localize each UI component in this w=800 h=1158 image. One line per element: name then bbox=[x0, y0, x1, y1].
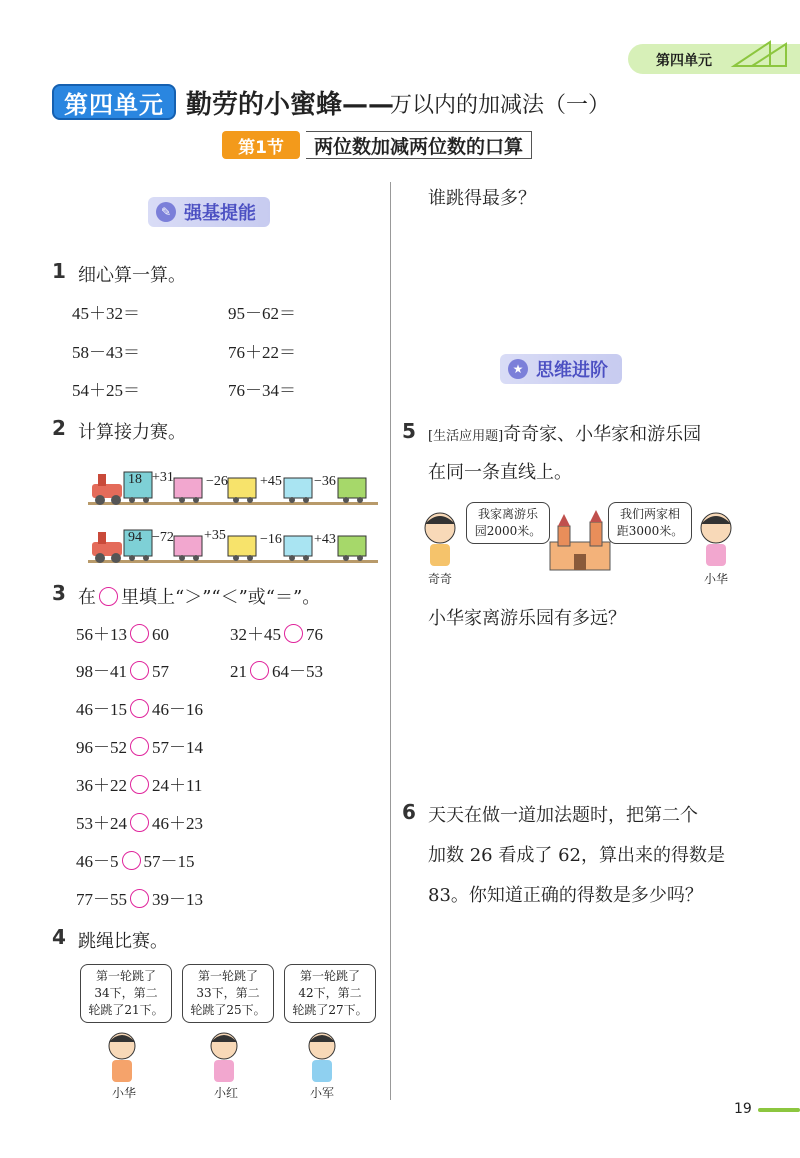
kid-icon bbox=[109, 1033, 135, 1082]
q1-expr: 76－34＝ bbox=[228, 381, 296, 400]
kid-icon bbox=[701, 513, 731, 566]
kid-name: 奇奇 bbox=[428, 572, 453, 586]
blank-circle[interactable] bbox=[122, 851, 141, 870]
blank-circle[interactable] bbox=[130, 699, 149, 718]
blank-circle[interactable] bbox=[284, 624, 303, 643]
kid-name: 小军 bbox=[310, 1086, 335, 1100]
q5-line1: [生活应用题]奇奇家、小华家和游乐园 bbox=[428, 424, 702, 445]
q3-row: 46－5 57－15 bbox=[76, 852, 195, 871]
locomotive-icon bbox=[92, 532, 122, 563]
q6-line3: 83。你知道正确的得数是多少吗？ bbox=[428, 885, 703, 906]
q1-expr: 58－43＝ bbox=[72, 343, 140, 362]
train-op: −26 bbox=[206, 474, 228, 489]
q1-expr: 54＋25＝ bbox=[72, 381, 140, 400]
kid-name: 小华 bbox=[112, 1086, 137, 1100]
q4-question: 谁跳得最多？ bbox=[428, 188, 536, 209]
page-number-bar bbox=[758, 1108, 800, 1112]
train-start: 18 bbox=[128, 472, 142, 487]
speech-bubble: 我们两家相 距3000米。 bbox=[608, 502, 692, 544]
q3-number: 3 bbox=[52, 581, 66, 605]
kid-name: 小华 bbox=[704, 572, 729, 586]
q3-row: 21 64－53 bbox=[230, 662, 323, 681]
ruler-icon bbox=[730, 40, 790, 70]
q6-line1: 天天在做一道加法题时，把第二个 bbox=[428, 805, 698, 826]
blank-circle[interactable] bbox=[130, 889, 149, 908]
q1-expr: 95－62＝ bbox=[228, 304, 296, 323]
train-op: −36 bbox=[314, 474, 336, 489]
page-subtitle: 万以内的加减法（一） bbox=[390, 93, 611, 118]
locomotive-icon bbox=[92, 474, 122, 505]
train-op: +45 bbox=[260, 474, 282, 489]
section-title: 两位数加减两位数的口算 bbox=[306, 131, 532, 159]
q2-number: 2 bbox=[52, 416, 66, 440]
pencil-icon: ✎ bbox=[156, 202, 176, 222]
train-op: −72 bbox=[152, 530, 174, 545]
q4-text: 跳绳比赛。 bbox=[78, 931, 168, 952]
q3-row: 77－55 39－13 bbox=[76, 890, 203, 909]
q1-number: 1 bbox=[52, 259, 66, 283]
q5-line2: 在同一条直线上。 bbox=[428, 462, 572, 483]
kid-icon bbox=[211, 1033, 237, 1082]
column-divider bbox=[390, 182, 391, 1100]
speech-bubble: 第一轮跳了 34下，第二 轮跳了21下。 bbox=[80, 964, 172, 1023]
q2-text: 计算接力赛。 bbox=[78, 422, 186, 443]
train-op: +43 bbox=[314, 532, 336, 547]
train-op: +35 bbox=[204, 528, 226, 543]
q3-row: 98－41 57 bbox=[76, 662, 169, 681]
page-number: 19 bbox=[734, 1101, 752, 1117]
blank-circle[interactable] bbox=[130, 775, 149, 794]
pill-advanced: ★ 思维进阶 bbox=[500, 354, 622, 384]
q3-row: 46－15 46－16 bbox=[76, 700, 203, 719]
blank-circle[interactable] bbox=[130, 661, 149, 680]
q5-question: 小华家离游乐园有多远？ bbox=[428, 608, 626, 629]
speech-bubble: 我家离游乐 园2000米。 bbox=[466, 502, 550, 544]
speech-bubble: 第一轮跳了 33下，第二 轮跳了25下。 bbox=[182, 964, 274, 1023]
q1-expr: 76＋22＝ bbox=[228, 343, 296, 362]
train-start: 94 bbox=[128, 530, 142, 545]
pill-basic: ✎ 强基提能 bbox=[148, 197, 270, 227]
unit-tab-label: 第四单元 bbox=[656, 53, 712, 69]
castle-icon bbox=[550, 510, 610, 570]
q3-row: 36＋22 24＋11 bbox=[76, 776, 203, 795]
q3-row: 32＋45 76 bbox=[230, 625, 323, 644]
speech-bubble: 第一轮跳了 42下，第二 轮跳了27下。 bbox=[284, 964, 376, 1023]
blank-circle[interactable] bbox=[130, 813, 149, 832]
blank-circle[interactable] bbox=[99, 587, 118, 606]
blank-circle[interactable] bbox=[130, 737, 149, 756]
q3-text: 在 里填上“＞”“＜”或“＝”。 bbox=[78, 587, 321, 608]
train-op: −16 bbox=[260, 532, 282, 547]
kid-icon bbox=[309, 1033, 335, 1082]
kid-name: 小红 bbox=[214, 1086, 239, 1100]
q4-number: 4 bbox=[52, 925, 66, 949]
q3-row: 96－52 57－14 bbox=[76, 738, 203, 757]
page-title: 勤劳的小蜜蜂—— bbox=[186, 90, 395, 120]
medal-icon: ★ bbox=[508, 359, 528, 379]
q6-line2: 加数 26 看成了 62，算出来的得数是 bbox=[428, 845, 725, 866]
q1-text: 细心算一算。 bbox=[78, 265, 186, 286]
train-op: +31 bbox=[152, 470, 174, 485]
q5-number: 5 bbox=[402, 419, 416, 443]
kids-illustration bbox=[100, 1030, 390, 1086]
q1-expr: 45＋32＝ bbox=[72, 304, 140, 323]
q3-row: 56＋13 60 bbox=[76, 625, 169, 644]
kid-icon bbox=[425, 513, 455, 566]
section-badge: 第1节 bbox=[222, 131, 300, 159]
blank-circle[interactable] bbox=[250, 661, 269, 680]
blank-circle[interactable] bbox=[130, 624, 149, 643]
q6-number: 6 bbox=[402, 800, 416, 824]
amusement-park-illustration bbox=[420, 508, 750, 578]
unit-badge: 第四单元 bbox=[52, 84, 176, 120]
q3-row: 53＋24 46＋23 bbox=[76, 814, 203, 833]
